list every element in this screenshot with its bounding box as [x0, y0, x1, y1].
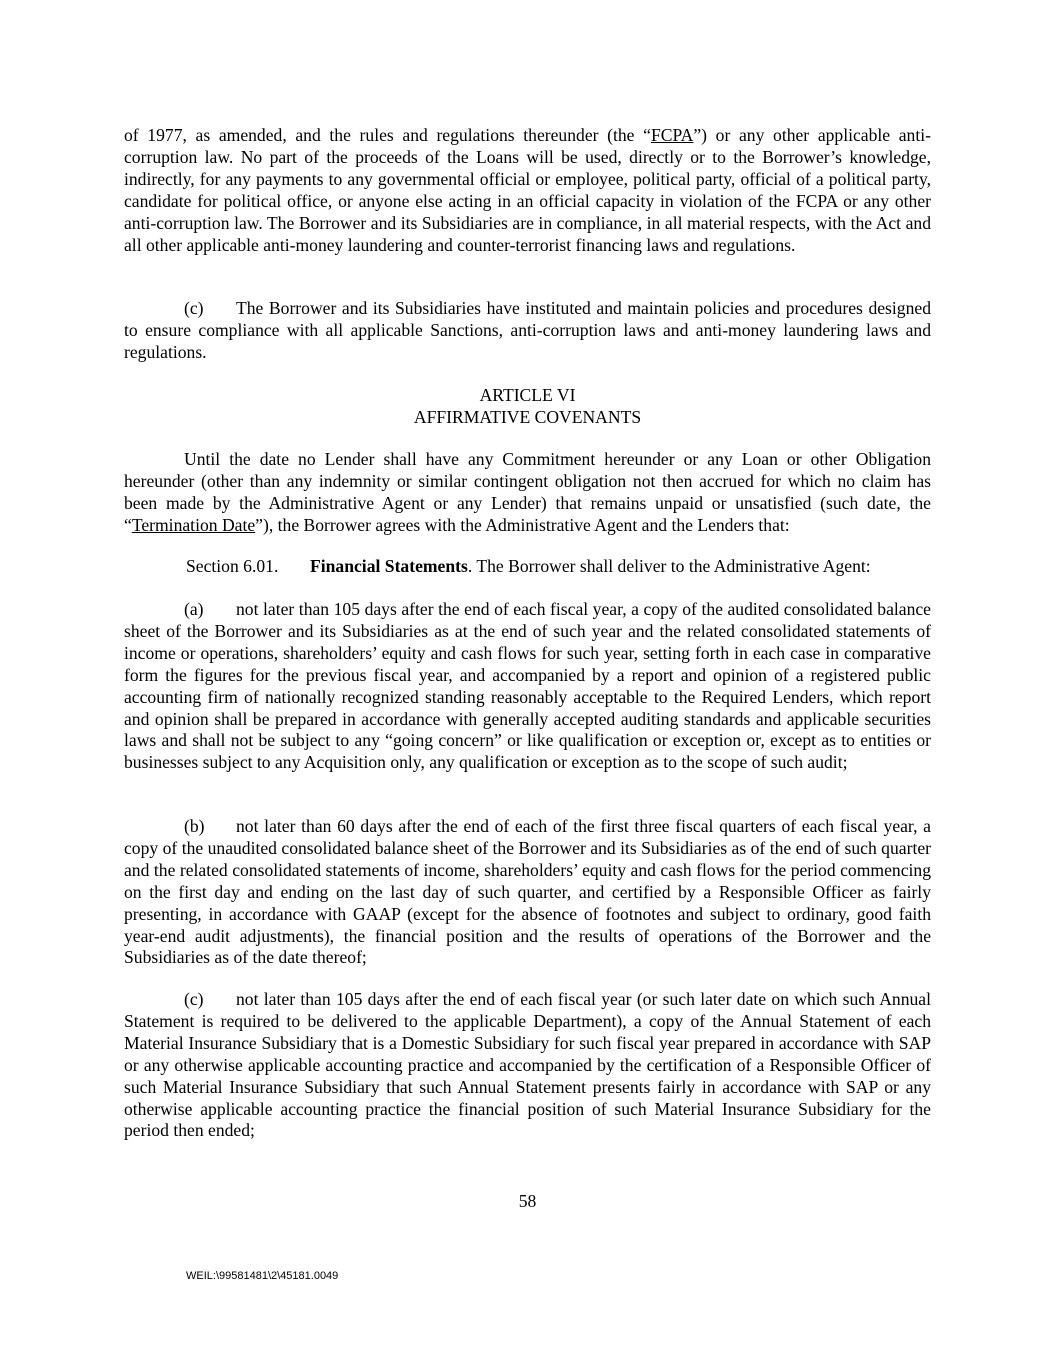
clause-label: (b) — [184, 816, 205, 836]
paragraph-intro — [124, 449, 931, 537]
termination-date-term: Termination Date — [131, 514, 256, 535]
section-number: Section 6.01. — [186, 556, 279, 576]
clause-text: not later than 105 days after the end of each fiscal year, a copy of the audited consolidated balance sheet of the Borrower and its Subsidiaries as at the end of such year and the related consolidated statements of income or operations, shareholders’ equity and cash flows for such year, setting forth in each case in comparative form the figures for the previous fiscal year, and accompanied by a report and opinion of a registered public accounting firm of nationally recognized standing reasonably acceptable to the Required Lenders, which report and opinion shall be prepared in accordance with generally accepted auditing standards and applicable securities laws and shall not be subject to any “going concern” or like qualification or exception or, except as to entities or businesses subject to any Acquisition only, any qualification or exception as to the scope of such audit; — [124, 599, 931, 773]
clause-text: not later than 60 days after the end of each of the first three fiscal quarters of each fiscal year, a copy of the unaudited consolidated balance sheet of the Borrower and its Subsidiaries as of the end of such quarter and the related consolidated statements of income, shareholders’ equity and cash flows for the period commencing on the first day and ending on the last day of such quarter, and certified by a Responsible Officer as fairly presenting, in accordance with GAAP (except for the absence of footnotes and subject to ordinary, good faith year-end audit adjustments), the financial position and the results of operations of the Borrower and the Subsidiaries as of the date thereof; — [124, 816, 931, 968]
section-heading-line — [186, 556, 871, 578]
article-number: ARTICLE VI — [479, 385, 576, 405]
fcpa-defined-term: FCPA — [650, 125, 694, 145]
intro-text-before: Until the date no Lender shall have any Commitment hereunder or any Loan or other Obligation hereunder (other than any indemnity or similar contingent obligation not then accrued for which no claim has been made by the Administrative Agent or any Lender) that remains unpaid or unsatisfied (such date, the “ — [124, 449, 931, 535]
page-number: 58 — [518, 1191, 537, 1211]
article-title: AFFIRMATIVE COVENANTS — [413, 407, 642, 427]
paragraph-c-sanctions — [124, 298, 931, 364]
fcpa-text-before: of 1977, as amended, and the rules and regulations thereunder (the “ — [124, 125, 651, 145]
clause-label: (c) — [184, 989, 204, 1009]
intro-text-after: ”), the Borrower agrees with the Administrative Agent and the Lenders that: — [255, 514, 790, 535]
paragraph-fcpa — [124, 125, 931, 256]
section-heading: Financial Statements — [310, 556, 468, 576]
clause-label: (c) — [184, 298, 204, 318]
clause-label: (a) — [184, 599, 204, 619]
clause-a — [124, 599, 931, 774]
section-text: . The Borrower shall deliver to the Administrative Agent: — [467, 556, 871, 576]
clause-text: not later than 105 days after the end of each fiscal year (or such later date on which such Annual Statement is required to be delivered to the applicable Department), a copy of the Annual Statement of each Material Insurance Subsidiary that is a Domestic Subsidiary for such fiscal year prepared in accordance with SAP or any otherwise applicable accounting practice and accompanied by the certification of a Responsible Officer of such Material Insurance Subsidiary that such Annual Statement presents fairly in accordance with SAP or any otherwise applicable accounting practice the financial position of such Material Insurance Subsidiary for the period then ended; — [124, 989, 931, 1141]
fcpa-text-after: ”) or any other applicable anti-corruption law. No part of the proceeds of the Loans will be used, directly or to the Borrower’s knowledge, indirectly, for any payments to any governmental official or employee, political party, official of a political party, candidate for political office, or anyone else acting in an official capacity in violation of the FCPA or any other anti-corruption law. The Borrower and its Subsidiaries are in compliance, in all material respects, with the Act and all other applicable anti-money laundering and counter-terrorist financing laws and regulations. — [124, 125, 931, 255]
clause-b — [124, 816, 931, 969]
document-code: WEIL:\99581481\2\45181.0049 — [186, 1270, 339, 1282]
clause-c — [124, 989, 931, 1142]
clause-text: The Borrower and its Subsidiaries have instituted and maintain policies and procedures designed to ensure compliance with all applicable Sanctions, anti-corruption laws and anti-money laundering laws and regulations. — [124, 298, 931, 362]
